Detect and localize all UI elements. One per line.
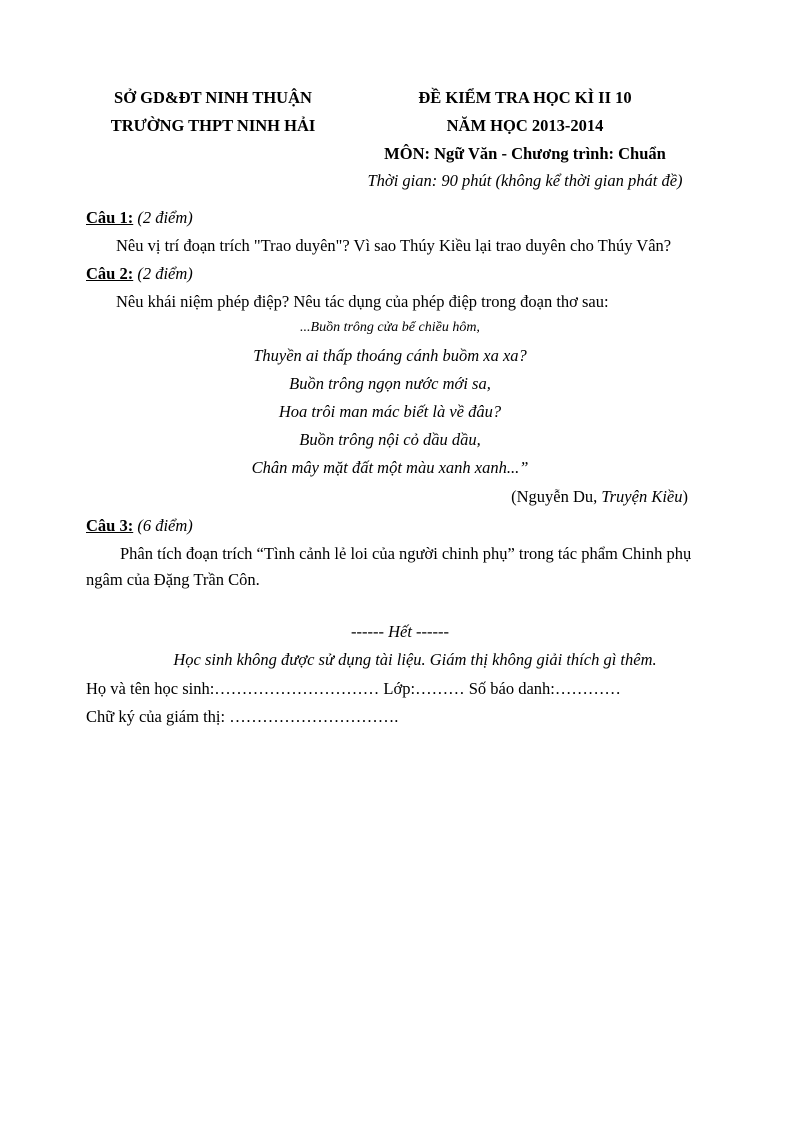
question-1-label: Câu 1:	[86, 208, 134, 227]
poem-source-close: )	[682, 487, 688, 506]
question-1-text: Nêu vị trí đoạn trích "Trao duyên"? Vì sao Thúy Kiều lại trao duyên cho Thúy Vân?	[116, 236, 672, 255]
department-name: SỞ GD&ĐT NINH THUẬN	[114, 88, 312, 107]
question-1-points: (2 điểm)	[137, 208, 193, 227]
poem-source-author: (Nguyễn Du,	[511, 487, 602, 506]
poem-line: ...Buồn trông cửa bể chiều hôm,	[300, 320, 480, 335]
student-info-line: Họ và tên học sinh:………………………… Lớp:……… Số báo danh:…………	[86, 679, 621, 698]
poem-source	[511, 487, 688, 507]
school-name: TRƯỜNG THPT NINH HẢI	[110, 116, 316, 135]
question-3-text-line-2: ngâm của Đặng Trần Côn.	[86, 570, 260, 589]
poem-line: Chân mây mặt đất một màu xanh xanh...”	[251, 458, 529, 477]
question-3-points: (6 điểm)	[137, 516, 193, 535]
question-3-label: Câu 3:	[86, 516, 134, 535]
poem-line: Buồn trông nội cỏ dầu dầu,	[299, 430, 481, 449]
question-2-points: (2 điểm)	[137, 264, 193, 283]
poem-line: Buồn trông ngọn nước mới sa,	[289, 374, 491, 393]
poem-line: Hoa trôi man mác biết là về đâu?	[278, 402, 502, 421]
exam-title: ĐỀ KIỂM TRA HỌC KÌ II 10	[418, 88, 632, 107]
question-2-heading	[86, 264, 193, 284]
end-mark: ------ Hết ------	[350, 622, 449, 641]
instruction-note: Học sinh không được sử dụng tài liệu. Giám thị không giải thích gì thêm.	[173, 650, 657, 669]
question-1-heading	[86, 208, 193, 228]
poem-source-work: Truyện Kiều	[601, 487, 683, 506]
poem-line: Thuyền ai thấp thoáng cánh buồm xa xa?	[253, 346, 527, 365]
question-3-text-line-1: Phân tích đoạn trích “Tình cảnh lẻ loi của người chinh phụ” trong tác phẩm Chinh phụ	[120, 544, 692, 563]
proctor-signature-line: Chữ ký của giám thị: ………………………….	[86, 707, 399, 726]
subject-line: MÔN: Ngữ Văn - Chương trình: Chuẩn	[384, 144, 666, 163]
question-3-heading	[86, 516, 193, 536]
question-2-text: Nêu khái niệm phép điệp? Nêu tác dụng của phép điệp trong đoạn thơ sau:	[116, 292, 609, 311]
question-2-label: Câu 2:	[86, 264, 134, 283]
school-year: NĂM HỌC 2013-2014	[446, 116, 604, 135]
duration-line: Thời gian: 90 phút (không kể thời gian phát đề)	[367, 171, 683, 190]
